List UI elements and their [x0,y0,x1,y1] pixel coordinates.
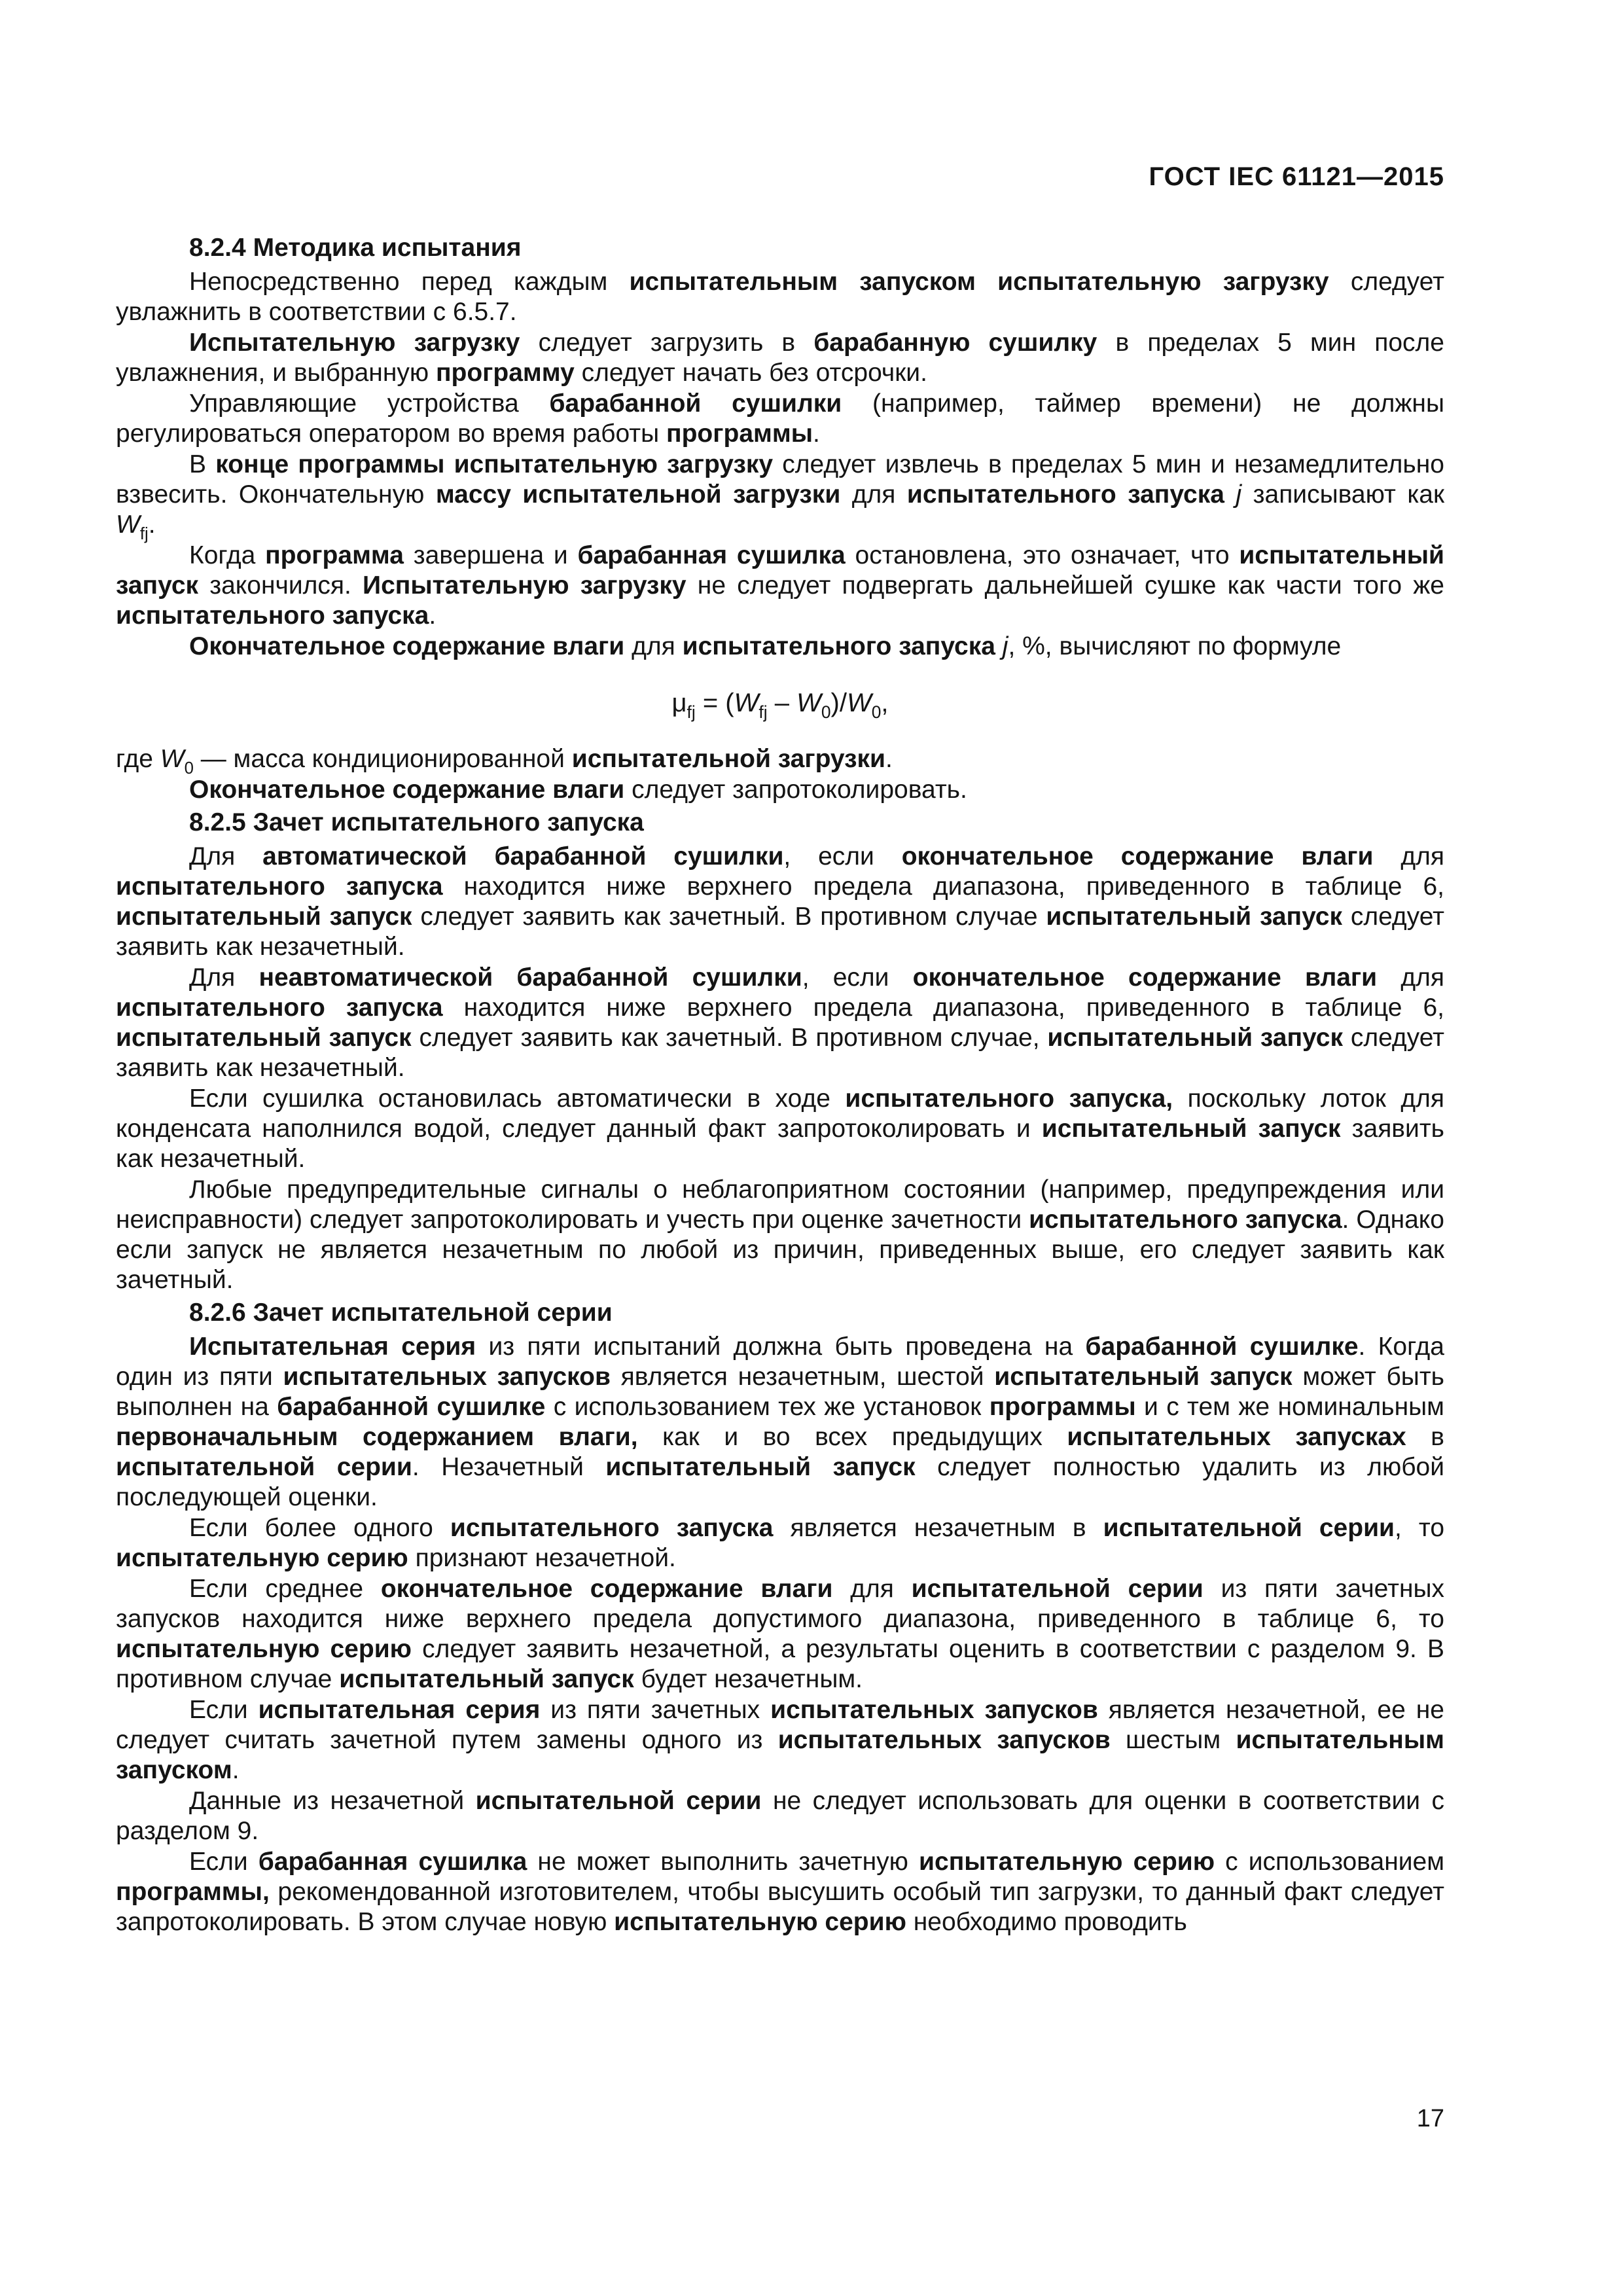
standard-header: ГОСТ IEC 61121—2015 [1149,162,1444,191]
paragraph: Если среднее окончательное содержание влаги для испытательной серии из пяти зачетных запусков находится ниже верхнего предела допустимого диапазона, приведенного в таблице 6, то испытательную серию следует заявить незачетной, а результаты оценить в соответствии с разделом 9. В противном случае испытательный запуск будет незачетным. [116,1575,1445,1693]
paragraph: Когда программа завершена и барабанная сушилка остановлена, это означает, что испытательный запуск закончился. Испытательную загрузку не следует подвергать дальнейшей сушке как части того же испытательного запуска. [116,541,1445,630]
paragraph: Непосредственно перед каждым испытательным запуском испытательную загрузку следует увлажнить в соответствии с 6.5.7. [116,268,1444,326]
paragraph: Если более одного испытательного запуска является незачетным в испытательной серии, то испытательную серию признают незачетной. [116,1514,1445,1572]
paragraph: В конце программы испытательную загрузку следует извлечь в пределах 5 мин и незамедлительно взвесить. Окончательную массу испытательной загрузки для испытательного запуска j записывают как $W_{fj}$. [116,450,1445,543]
paragraph: Если сушилка остановилась автоматически в ходе испытательного запуска, поскольку лоток для конденсата наполнился водой, следует данный факт запротоколировать и испытательный запуск заявить как незачетный. [116,1085,1444,1173]
page-number: 17 [1416,2105,1444,2132]
paragraph: Окончательное содержание влаги следует запротоколировать. [189,776,967,804]
moisture-formula: $\mu_{fj} = (W_{fj} - W_0)/W_0$, [671,689,889,722]
paragraph: Управляющие устройства барабанной сушилки (например, таймер времени) не должны регулироваться оператором во время работы программы. [116,389,1444,448]
paragraph: Если испытательная серия из пяти зачетных испытательных запусков является незачетной, ее не следует считать зачетной путем замены одного из испытательных запусков шестым испытательным запуском. [116,1696,1445,1784]
paragraph: Для автоматической барабанной сушилки, если окончательное содержание влаги для испытательного запуска находится ниже верхнего предела диапазона, приведенного в таблице 6, испытательный запуск следует заявить как зачетный. В противном случае испытательный запуск следует заявить как незачетный. [116,842,1445,961]
section-heading-8-2-6: 8.2.6 Зачет испытательной серии [189,1299,613,1327]
paragraph: Данные из незачетной испытательной серии не следует использовать для оценки в соответствии с разделом 9. [116,1787,1444,1845]
paragraph: Если барабанная сушилка не может выполнить зачетную испытательную серию с использованием программы, рекомендованной изготовителем, чтобы высушить особый тип загрузки, то данный факт следует запротоколировать. В этом случае новую испытательную серию необходимо проводить [116,1848,1445,1936]
paragraph: Любые предупредительные сигналы о неблагоприятном состоянии (например, предупреждения или неисправности) следует запротоколировать и учесть при оценке зачетности испытательного запуска. Однако если запуск не является незачетным по любой из причин, приведенных выше, его следует заявить как зачетный. [116,1175,1444,1294]
paragraph: Испытательная серия из пяти испытаний должна быть проведена на барабанной сушилке. Когда один из пяти испытательных запусков является незачетным, шестой испытательный запуск может быть выполнен на барабанной сушилке с использованием тех же установок программы и с тем же номинальным первоначальным содержанием влаги, как и во всех предыдущих испытательных запусках в испытательной серии. Незачетный испытательный запуск следует полностью удалить из любой последующей оценки. [116,1333,1445,1511]
paragraph: Окончательное содержание влаги для испытательного запуска j, %, вычисляют по формуле [189,632,1342,660]
paragraph: Испытательную загрузку следует загрузить в барабанную сушилку в пределах 5 мин после увлажнения, и выбранную программу следует начать без отсрочки. [116,329,1444,387]
document-body [116,230,1444,1937]
section-heading-8-2-4: 8.2.4 Методика испытания [189,234,522,262]
section-heading-8-2-5: 8.2.5 Зачет испытательного запуска [189,808,644,836]
formula-explanation: где $W_0$ — масса кондиционированной испытательной загрузки. [116,745,893,778]
paragraph: Для неавтоматической барабанной сушилки, если окончательное содержание влаги для испытательного запуска находится ниже верхнего предела диапазона, приведенного в таблице 6, испытательный запуск следует заявить как зачетный. В противном случае, испытательный запуск следует заявить как незачетный. [116,963,1445,1082]
